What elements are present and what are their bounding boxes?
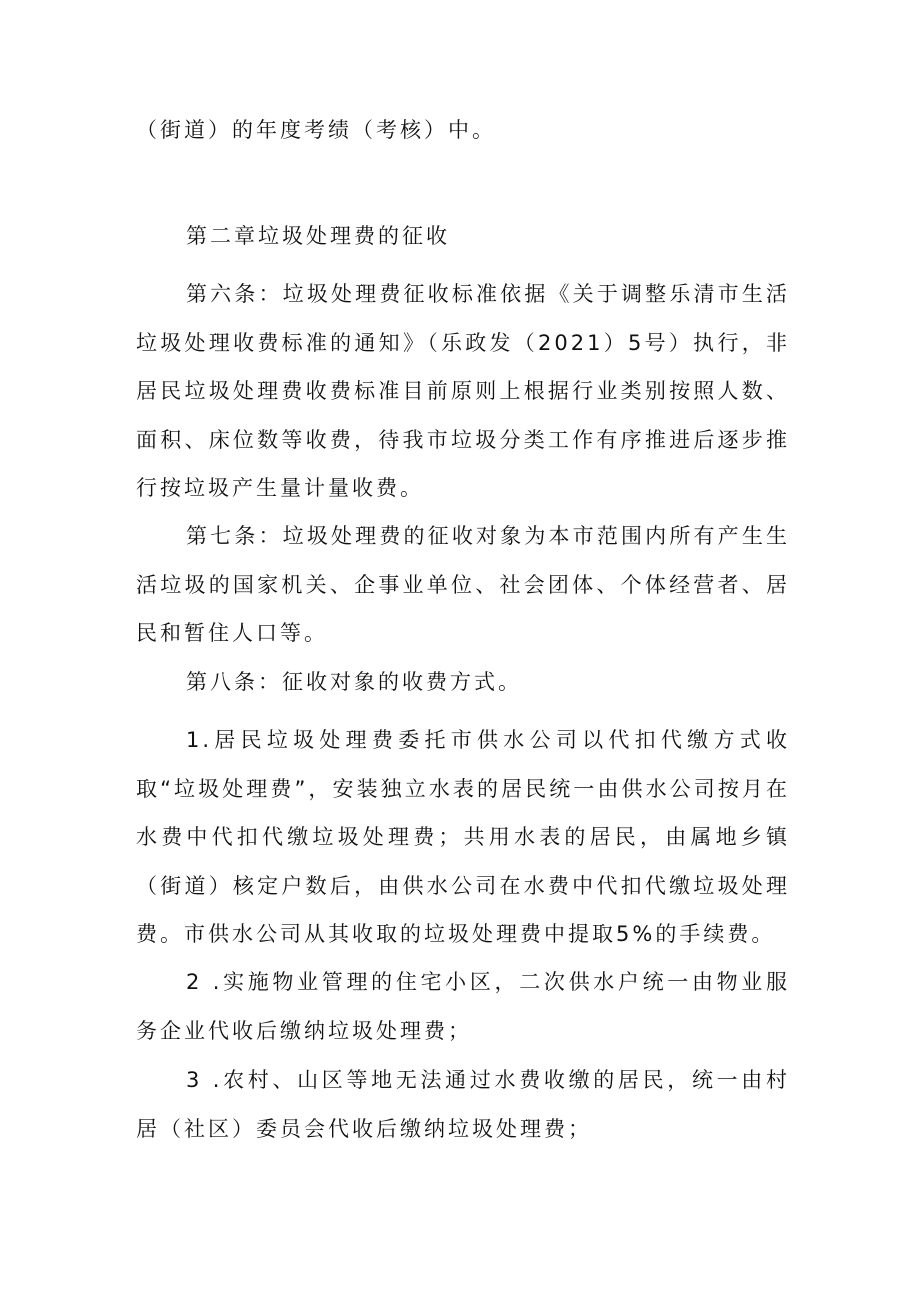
article-8-paragraph: 第八条：征收对象的收费方式。 bbox=[186, 670, 522, 694]
article-7-paragraph: 第七条：垃圾处理费的征收对象为本市范围内所有产生生活垃圾的国家机关、企事业单位、社会团体、个体经营者、居民和暂住人口等。 bbox=[136, 524, 790, 645]
chapter-heading: 第二章垃圾处理费的征收 bbox=[186, 224, 450, 248]
paragraph-continuation: （街道）的年度考绩（考核）中。 bbox=[136, 118, 496, 142]
article-6-paragraph: 第六条：垃圾处理费征收标准依据《关于调整乐清市生活垃圾处理收费标准的通知》（乐政发（2021）5号）执行，非居民垃圾处理费收费标准目前原则上根据行业类别按照人数、面积、床位数等收费，待我市垃圾分类工作有序推进后逐步推行按垃圾产生量计量收费。 bbox=[136, 282, 790, 500]
list-item-3-paragraph: 3 .农村、山区等地无法通过水费收缴的居民，统一由村居（社区）委员会代收后缴纳垃圾处理费； bbox=[136, 1068, 790, 1141]
list-item-2-paragraph: 2 .实施物业管理的住宅小区，二次供水户统一由物业服务企业代收后缴纳垃圾处理费； bbox=[136, 970, 790, 1043]
list-item-1-paragraph: 1.居民垃圾处理费委托市供水公司以代扣代缴方式收取“垃圾处理费”，安装独立水表的居民统一由供水公司按月在水费中代扣代缴垃圾处理费；共用水表的居民，由属地乡镇（街道）核定户数后，由供水公司在水费中代扣代缴垃圾处理费。市供水公司从其收取的垃圾处理费中提取5%的手续费。 bbox=[136, 728, 790, 946]
